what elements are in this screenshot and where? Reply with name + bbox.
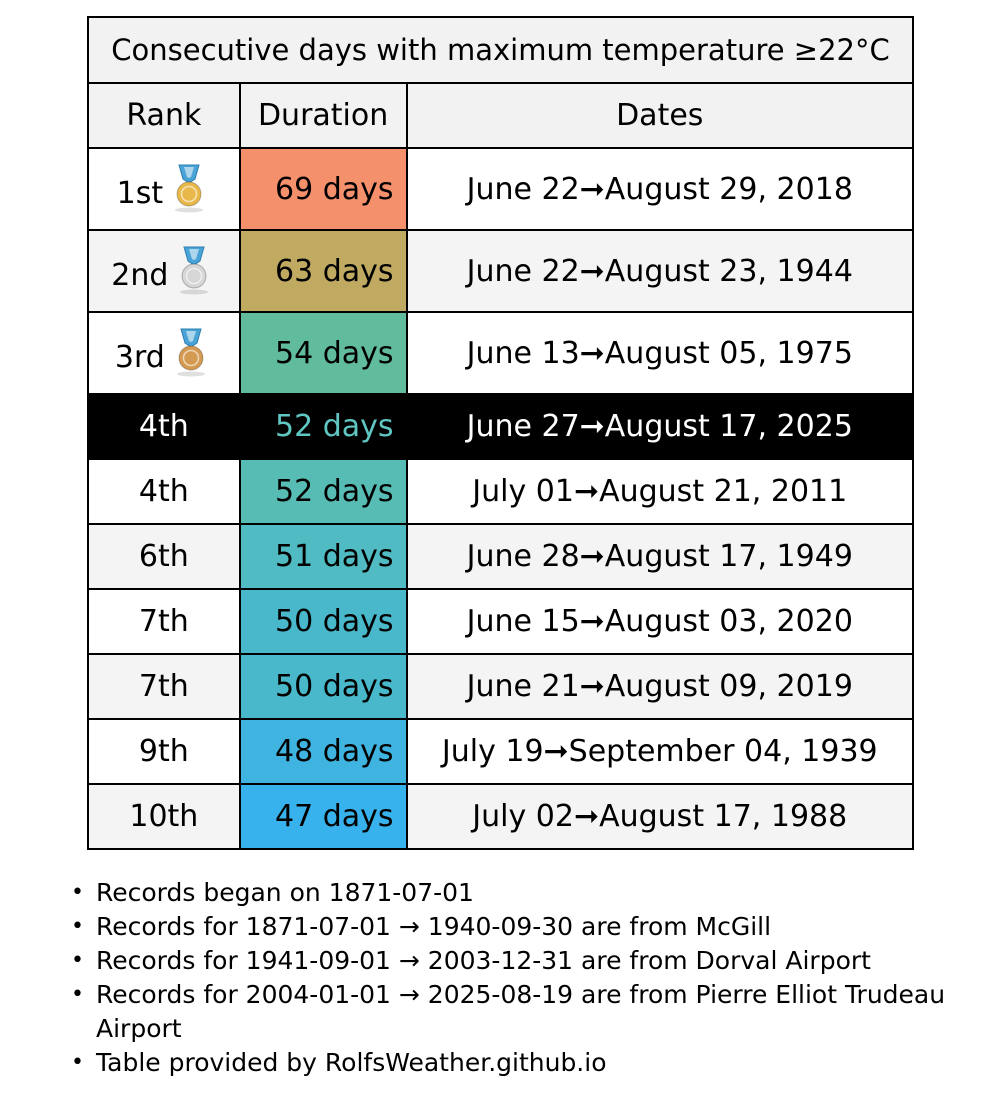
note-item: [71, 1046, 986, 1080]
duration-cell: 69 days: [240, 148, 407, 230]
dates-cell: July 19➞September 04, 1939: [407, 719, 913, 784]
notes-list: [71, 876, 986, 1080]
note-item: [71, 944, 986, 978]
table-row: [88, 719, 913, 784]
table-row: [88, 589, 913, 654]
dates-cell: June 22➞August 23, 1944: [407, 230, 913, 312]
table-row-current: [88, 394, 913, 459]
bullet-icon: •: [71, 1050, 84, 1075]
records-table: [87, 16, 914, 850]
note-text: Records for 1871-07-01 → 1940-09-30 are from McGill: [96, 912, 772, 941]
rank-label: 1st: [116, 176, 164, 211]
dates-cell: July 02➞August 17, 1988: [407, 784, 913, 849]
table-row: [88, 312, 913, 394]
rank-cell: 4th: [88, 459, 240, 524]
bullet-icon: •: [71, 982, 84, 1007]
note-item: [71, 876, 986, 910]
rank-cell: 9th: [88, 719, 240, 784]
note-item: [71, 978, 986, 1046]
dates-cell: June 21➞August 09, 2019: [407, 654, 913, 719]
table-title: Consecutive days with maximum temperature ≥22°C: [88, 17, 913, 83]
rank-cell: [88, 148, 240, 230]
silver-medal-icon: [172, 245, 216, 297]
table-row: [88, 524, 913, 589]
table-row: [88, 654, 913, 719]
dates-cell: June 15➞August 03, 2020: [407, 589, 913, 654]
rank-cell: 10th: [88, 784, 240, 849]
duration-cell: 52 days: [240, 459, 407, 524]
rank-cell: [88, 230, 240, 312]
duration-cell: 50 days: [240, 589, 407, 654]
note-text: Records began on 1871-07-01: [96, 878, 474, 907]
gold-medal-icon: [167, 163, 211, 215]
dates-cell: June 28➞August 17, 1949: [407, 524, 913, 589]
duration-cell: 50 days: [240, 654, 407, 719]
note-item: [71, 910, 986, 944]
note-text: Records for 1941-09-01 → 2003-12-31 are from Dorval Airport: [96, 946, 871, 975]
note-text: Table provided by RolfsWeather.github.io: [96, 1048, 607, 1077]
duration-cell: 52 days: [240, 394, 407, 459]
dates-cell: June 22➞August 29, 2018: [407, 148, 913, 230]
header-duration: Duration: [240, 83, 407, 148]
bullet-icon: •: [71, 880, 84, 905]
bullet-icon: •: [71, 948, 84, 973]
rank-cell: 7th: [88, 589, 240, 654]
header-rank: Rank: [88, 83, 240, 148]
dates-cell: June 27➞August 17, 2025: [407, 394, 913, 459]
duration-cell: 63 days: [240, 230, 407, 312]
table-body: [88, 148, 913, 849]
dates-cell: June 13➞August 05, 1975: [407, 312, 913, 394]
rank-cell: [88, 312, 240, 394]
bronze-medal-icon: [169, 327, 213, 379]
duration-cell: 54 days: [240, 312, 407, 394]
bullet-icon: •: [71, 914, 84, 939]
rank-cell: 6th: [88, 524, 240, 589]
table-row: [88, 230, 913, 312]
duration-cell: 51 days: [240, 524, 407, 589]
note-text: Records for 2004-01-01 → 2025-08-19 are from Pierre Elliot Trudeau Airport: [96, 980, 946, 1043]
table-row: [88, 148, 913, 230]
table-row: [88, 784, 913, 849]
rank-cell: 7th: [88, 654, 240, 719]
dates-cell: July 01➞August 21, 2011: [407, 459, 913, 524]
rank-label: 3rd: [114, 340, 165, 375]
duration-cell: 48 days: [240, 719, 407, 784]
rank-cell: 4th: [88, 394, 240, 459]
rank-label: 2nd: [111, 258, 169, 293]
table-row: [88, 459, 913, 524]
duration-cell: 47 days: [240, 784, 407, 849]
header-dates: Dates: [407, 83, 913, 148]
